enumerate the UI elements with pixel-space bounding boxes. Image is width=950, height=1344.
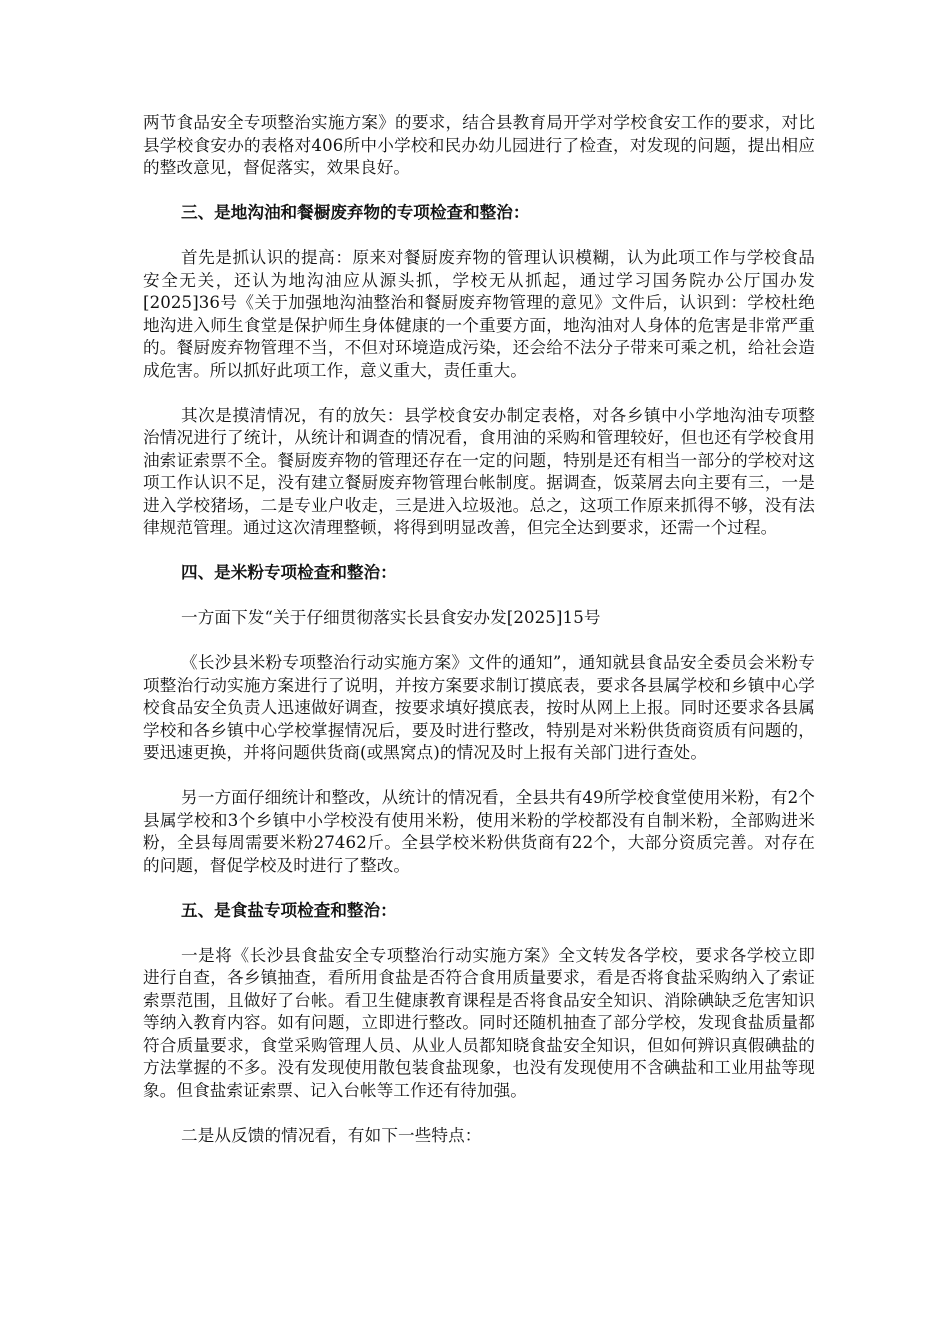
paragraph-notice-body: 《长沙县米粉专项整治行动实施方案》文件的通知”，通知就县食品安全委员会米粉专项整治行动实施方案进行了说明，并按方案要求制订摸底表，要求各县属学校和乡镇中心学校食品安全负责人迅速做好调查，按要求填好摸底表，按时从网上上报。同时还要求各县属学校和各乡镇中心学校掌握情况后，要及时进行整改，特别是对米粉供货商资质有问题的，要迅速更换，并将问题供货商(或黑窝点)的情况及时上报有关部门进行查处。 [143,653,815,762]
paragraph-gap [143,180,815,203]
paragraph-investigation: 其次是摸清情况，有的放矢：县学校食安办制定表格，对各乡镇中小学地沟油专项整治情况进行了统计，从统计和调查的情况看，食用油的采购和管理较好，但也还有学校食用油索证索票不全。餐厨废弃物的管理还存在一定的问题，特别是还有相当一部分的学校对这项工作认识不足，没有建立餐厨废弃物管理台帐制度。据调查，饭菜屑去向主要有三，一是进入学校猪场，二是专业户收走，三是进入垃圾池。总之，这项工作原来抓得不够，没有法律规范管理。通过这次清理整顿，将得到明显改善，但完全达到要求，还需一个过程。 [143,405,815,537]
paragraph-gap [143,877,815,900]
paragraph-gap [143,540,815,563]
paragraph-gap [143,922,815,945]
paragraph-notice-intro: 一方面下发“关于仔细贯彻落实长县食安办发[2025]15号 [181,608,601,627]
paragraph-statistics: 另一方面仔细统计和整改，从统计的情况看，全县共有49所学校食堂使用米粉，有2个县属学校和3个乡镇中小学校没有使用米粉，使用米粉的学校都没有自制米粉，全部购进米粉，全县每周需要米粉27462斤。全县学校米粉供货商有22个，大部分资质完善。对存在的问题，督促学校及时进行了整改。 [143,788,815,875]
section-heading-3: 三、是地沟油和餐橱废弃物的专项检查和整治： [181,203,530,222]
paragraph-awareness: 首先是抓认识的提高：原来对餐厨废弃物的管理认识模糊，认为此项工作与学校食品安全无关，还认为地沟油应从源头抓，学校无从抓起，通过学习国务院办公厅国办发[2025]36号《关于加强地沟油整治和餐厨废弃物管理的意见》文件后，认识到：学校杜绝地沟进入师生食堂是保护师生身体健康的一个重要方面，地沟油对人身体的危害是非常严重的。餐厨废弃物管理不当，不但对环境造成污染，还会给不法分子带来可乘之机，给社会造成危害。所以抓好此项工作，意义重大，责任重大。 [143,248,815,380]
paragraph-gap [143,1102,815,1125]
paragraph-gap [143,225,815,248]
section-heading-5: 五、是食盐专项检查和整治： [181,900,397,920]
document-page [143,112,815,1147]
section-heading-4: 四、是米粉专项检查和整治： [181,563,397,582]
paragraph-gap [143,585,815,608]
paragraph-gap [143,765,815,788]
paragraph-gap [143,630,815,653]
paragraph-continuation: 两节食品安全专项整治实施方案》的要求，结合县教育局开学对学校食安工作的要求，对比县学校食安办的表格对406所中小学校和民办幼儿园进行了检查，对发现的问题，提出相应的整改意见，督促落实，效果良好。 [143,113,815,177]
paragraph-feedback: 二是从反馈的情况看，有如下一些特点： [181,1125,482,1145]
paragraph-salt-plan: 一是将《长沙县食盐安全专项整治行动实施方案》全文转发各学校，要求各学校立即进行自查，各乡镇抽查，看所用食盐是否符合食用质量要求，看是否将食盐采购纳入了索证索票范围，且做好了台帐。看卫生健康教育课程是否将食品安全知识、消除碘缺乏危害知识等纳入教育内容。如有问题，立即进行整改。同时还随机抽查了部分学校，发现食盐质量都符合质量要求，食堂采购管理人员、从业人员都知晓食盐安全知识，但如何辨识真假碘盐的方法掌握的不多。没有发现使用散包装食盐现象，也没有发现使用不含碘盐和工业用盐等现象。但食盐索证索票、记入台帐等工作还有待加强。 [143,945,815,1100]
paragraph-gap [143,382,815,405]
